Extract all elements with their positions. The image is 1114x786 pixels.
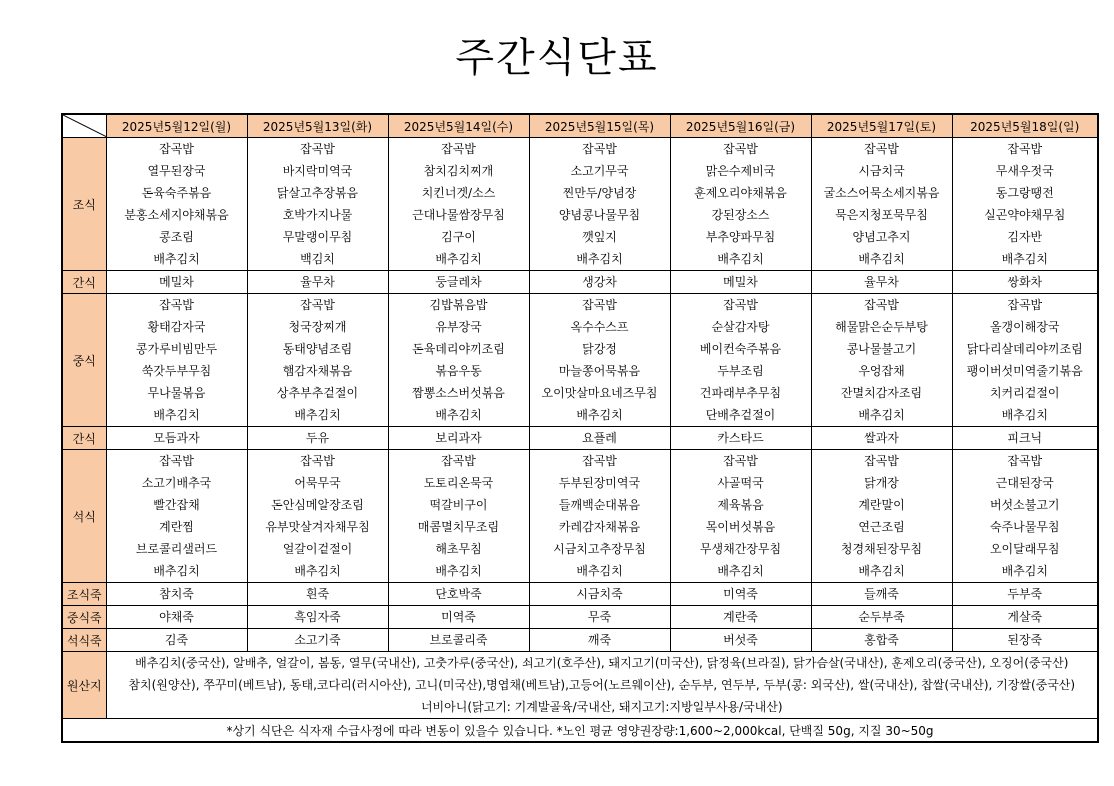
menu-cell [811, 606, 952, 629]
dish-item: 매콤멸치무조림 [417, 520, 500, 534]
menu-cell [529, 138, 670, 271]
menu-cell [388, 427, 529, 450]
dish-item: 잡곡밥 [582, 454, 617, 468]
menu-cell [670, 583, 811, 606]
dish-item: 돈육숙주볶음 [141, 186, 212, 200]
dish-item: 계란찜 [159, 520, 194, 534]
dish-item: 분홍소세지야채볶음 [124, 208, 229, 222]
dish-item: 열무된장국 [147, 164, 206, 178]
dish-item: 시금치고추장무침 [553, 542, 646, 556]
menu-cell [811, 450, 952, 583]
dish-item: 잡곡밥 [159, 298, 194, 312]
dish-item: 배추김치 [435, 408, 482, 422]
date-header: 2025년5월12일(월) [106, 114, 247, 138]
menu-cell [247, 294, 388, 427]
menu-cell [811, 294, 952, 427]
dish-item: 돈안심메알장조림 [271, 498, 364, 512]
menu-cell [529, 629, 670, 652]
dish-item: 배추김치 [717, 252, 764, 266]
menu-cell [670, 271, 811, 294]
menu-cell [529, 294, 670, 427]
dish-item: 율무차 [300, 275, 335, 289]
origin-row [62, 652, 1098, 719]
dish-item: 콩조림 [159, 230, 194, 244]
dish-item: 숙주나물무침 [989, 520, 1060, 534]
menu-cell [388, 450, 529, 583]
menu-cell [811, 138, 952, 271]
dish-item: 들깨백순대볶음 [558, 498, 641, 512]
menu-cell [106, 606, 247, 629]
dish-item: 배추김치 [294, 564, 341, 578]
dish-item: 카스타드 [717, 431, 764, 445]
menu-cell [952, 294, 1098, 427]
menu-cell [106, 294, 247, 427]
dish-item: 미역죽 [441, 610, 476, 624]
date-header: 2025년5월15일(목) [529, 114, 670, 138]
dish-item: 배추김치 [1001, 408, 1048, 422]
dish-item: 베이컨숙주볶음 [699, 342, 782, 356]
dish-item: 맑은수제비국 [705, 164, 776, 178]
dish-item: 두부죽 [1007, 587, 1043, 601]
dish-item: 브로콜리죽 [429, 633, 488, 647]
dish-item: 쑥갓두부무침 [141, 364, 212, 378]
dish-item: 깻잎지 [582, 230, 617, 244]
menu-cell [106, 450, 247, 583]
weekly-menu-table [61, 113, 1099, 743]
dish-item: 순두부죽 [858, 610, 905, 624]
meal-row [62, 583, 1098, 606]
dish-item: 닭개장 [864, 476, 899, 490]
dish-item: 닭살고추장볶음 [276, 186, 359, 200]
meal-label: 간식 [62, 427, 106, 450]
dish-item: 짬뽕소스버섯볶음 [412, 386, 505, 400]
meal-label: 석식죽 [62, 629, 106, 652]
dish-item: 두부된장미역국 [558, 476, 641, 490]
menu-cell [811, 583, 952, 606]
dish-item: 잡곡밥 [300, 298, 335, 312]
dish-item: 요플레 [582, 431, 617, 445]
meal-row [62, 450, 1098, 583]
menu-cell [529, 450, 670, 583]
menu-cell [247, 629, 388, 652]
dish-item: 메밀차 [159, 275, 194, 289]
dish-item: 피크닉 [1007, 431, 1043, 445]
menu-cell [247, 427, 388, 450]
dish-item: 배추김치 [1001, 564, 1048, 578]
dish-item: 콩가루비빔만두 [135, 342, 218, 356]
dish-item: 두유 [305, 431, 330, 445]
dish-item: 소고기배추국 [141, 476, 212, 490]
dish-item: 버섯소불고기 [989, 498, 1060, 512]
dish-item: 바지락미역국 [282, 164, 353, 178]
dish-item: 볶음우동 [435, 364, 482, 378]
meal-label: 조식죽 [62, 583, 106, 606]
origin-line: 참치(원양산), 쭈꾸미(베트남), 동태,코다리(러시아산), 고니(미국산),명엽채(베트남),고등어(노르웨이산), 순두부, 연두부, 두부(콩: 외국산), 쌀(국내산), 찹쌀(국내산), 기장쌀(중국산) [128, 678, 1076, 692]
dish-item: 찐만두/양념장 [562, 186, 637, 200]
meal-row [62, 138, 1098, 271]
corner-cell [62, 114, 106, 138]
dish-item: 잡곡밥 [1007, 142, 1043, 156]
menu-cell [106, 138, 247, 271]
dish-item: 배추김치 [153, 252, 200, 266]
dish-item: 강된장소스 [711, 208, 770, 222]
menu-cell [811, 427, 952, 450]
dish-item: 목이버섯볶음 [705, 520, 776, 534]
dish-item: 둥글레차 [435, 275, 482, 289]
dish-item: 얼갈이겉절이 [282, 542, 353, 556]
origin-text [106, 652, 1098, 719]
meal-label: 조식 [62, 138, 106, 271]
menu-cell [952, 271, 1098, 294]
dish-item: 잡곡밥 [864, 454, 899, 468]
dish-item: 연근조림 [858, 520, 905, 534]
menu-cell [952, 583, 1098, 606]
meal-label: 중식죽 [62, 606, 106, 629]
meal-row [62, 606, 1098, 629]
dish-item: 무생채간장무침 [699, 542, 782, 556]
dish-item: 야채죽 [159, 610, 194, 624]
dish-item: 닭강정 [582, 342, 617, 356]
dish-item: 근대된장국 [995, 476, 1054, 490]
dish-item: 카레감자채볶음 [558, 520, 641, 534]
dish-item: 건파래부추무침 [699, 386, 782, 400]
dish-item: 옥수수스프 [570, 320, 629, 334]
dish-item: 잡곡밥 [723, 454, 758, 468]
dish-item: 순살감자탕 [711, 320, 770, 334]
menu-cell [106, 427, 247, 450]
menu-cell [670, 138, 811, 271]
dish-item: 잡곡밥 [582, 298, 617, 312]
dish-item: 버섯죽 [723, 633, 758, 647]
dish-item: 오이달래무침 [989, 542, 1060, 556]
dish-item: 유부맛살겨자채무침 [265, 520, 370, 534]
menu-cell [247, 606, 388, 629]
menu-cell [529, 583, 670, 606]
dish-item: 해초무침 [435, 542, 482, 556]
dish-item: 홍합죽 [864, 633, 899, 647]
menu-cell [529, 271, 670, 294]
dish-item: 잔멸치감자조림 [840, 386, 923, 400]
menu-cell [529, 427, 670, 450]
dish-item: 잡곡밥 [159, 454, 194, 468]
dish-item: 유부장국 [435, 320, 482, 334]
menu-cell [952, 606, 1098, 629]
dish-item: 돈육데리야끼조림 [412, 342, 505, 356]
footnote: *상기 식단은 식자재 수급사정에 따라 변동이 있을수 있습니다. *노인 평균 영양권장량:1,600~2,000kcal, 단백질 50g, 지질 30~50g [62, 719, 1098, 743]
menu-cell [388, 583, 529, 606]
dish-item: 어묵무국 [294, 476, 341, 490]
dish-item: 무새우젓국 [995, 164, 1054, 178]
dish-item: 햄감자채볶음 [282, 364, 353, 378]
menu-cell [670, 294, 811, 427]
menu-cell [247, 271, 388, 294]
dish-item: 배추김치 [435, 564, 482, 578]
menu-cell [952, 138, 1098, 271]
dish-item: 사골떡국 [717, 476, 764, 490]
dish-item: 쌍화차 [1007, 275, 1043, 289]
menu-cell [106, 629, 247, 652]
diagonal-line [63, 115, 106, 137]
dish-item: 모듬과자 [153, 431, 200, 445]
menu-cell [952, 450, 1098, 583]
dish-item: 배추김치 [153, 408, 200, 422]
dish-item: 흰죽 [305, 587, 330, 601]
dish-item: 콩나물불고기 [846, 342, 917, 356]
menu-cell [106, 271, 247, 294]
dish-item: 잡곡밥 [864, 298, 899, 312]
dish-item: 훈제오리야채볶음 [694, 186, 787, 200]
dish-item: 미역죽 [723, 587, 758, 601]
dish-item: 도토리온묵국 [423, 476, 494, 490]
menu-cell [670, 427, 811, 450]
dish-item: 배추김치 [576, 408, 623, 422]
menu-cell [388, 271, 529, 294]
menu-cell [106, 583, 247, 606]
menu-cell [247, 138, 388, 271]
date-header: 2025년5월17일(토) [811, 114, 952, 138]
dish-item: 배추김치 [858, 408, 905, 422]
dish-item: 잡곡밥 [1007, 454, 1043, 468]
dish-item: 청국장찌개 [288, 320, 347, 334]
menu-cell [952, 427, 1098, 450]
dish-item: 부추양파무침 [705, 230, 776, 244]
dish-item: 근대나물쌈장무침 [412, 208, 505, 222]
meal-row [62, 271, 1098, 294]
menu-cell [811, 271, 952, 294]
dish-item: 깨죽 [587, 633, 612, 647]
dish-item: 단배추겉절이 [705, 408, 776, 422]
dish-item: 양념고추지 [852, 230, 911, 244]
menu-cell [388, 629, 529, 652]
dish-item: 흑임자죽 [294, 610, 341, 624]
dish-item: 양념콩나물무침 [558, 208, 641, 222]
dish-item: 마늘쫑어묵볶음 [558, 364, 641, 378]
dish-item: 참치죽 [159, 587, 194, 601]
dish-item: 닭다리살데리야끼조림 [966, 342, 1083, 356]
dish-item: 잡곡밥 [864, 142, 899, 156]
dish-item: 동태양념조림 [282, 342, 353, 356]
dish-item: 백김치 [300, 252, 335, 266]
dish-item: 잡곡밥 [441, 142, 476, 156]
dish-item: 올갱이해장국 [989, 320, 1060, 334]
date-header: 2025년5월16일(금) [670, 114, 811, 138]
dish-item: 계란죽 [723, 610, 758, 624]
dish-item: 팽이버섯미역줄기볶음 [966, 364, 1083, 378]
dish-item: 게살죽 [1007, 610, 1043, 624]
menu-cell [388, 138, 529, 271]
date-header: 2025년5월13일(화) [247, 114, 388, 138]
dish-item: 율무차 [864, 275, 899, 289]
dish-item: 우엉잡채 [858, 364, 905, 378]
dish-item: 묵은지청포묵무침 [835, 208, 928, 222]
menu-cell [247, 450, 388, 583]
dish-item: 배추김치 [435, 252, 482, 266]
dish-item: 황태감자국 [147, 320, 206, 334]
dish-item: 들깨죽 [864, 587, 899, 601]
dish-item: 호박가지나물 [282, 208, 353, 222]
dish-item: 굴소스어묵소세지볶음 [823, 186, 940, 200]
meal-label: 석식 [62, 450, 106, 583]
dish-item: 배추김치 [576, 252, 623, 266]
note-row [62, 719, 1098, 743]
meal-row [62, 294, 1098, 427]
origin-line: 배추김치(중국산), 알배추, 얼갈이, 봄동, 열무(국내산), 고춧가루(중국산), 쇠고기(호주산), 돼지고기(미국산), 닭정육(브라질), 닭가슴살(국내산), 훈제오리(중국산), 오징어(중국산) [135, 656, 1069, 670]
dish-item: 김구이 [441, 230, 476, 244]
dish-item: 빨간잡채 [153, 498, 200, 512]
dish-item: 소고기죽 [294, 633, 341, 647]
menu-cell [529, 606, 670, 629]
dish-item: 소고기무국 [570, 164, 629, 178]
dish-item: 김밥볶음밥 [429, 298, 488, 312]
dish-item: 잡곡밥 [300, 142, 335, 156]
dish-item: 배추김치 [717, 564, 764, 578]
menu-cell [670, 450, 811, 583]
dish-item: 떡갈비구이 [429, 498, 488, 512]
dish-item: 김자반 [1007, 230, 1043, 244]
dish-item: 보리과자 [435, 431, 482, 445]
dish-item: 잡곡밥 [723, 298, 758, 312]
dish-item: 무나물볶음 [147, 386, 206, 400]
dish-item: 잡곡밥 [1007, 298, 1043, 312]
dish-item: 잡곡밥 [441, 454, 476, 468]
dish-item: 계란말이 [858, 498, 905, 512]
meal-label: 중식 [62, 294, 106, 427]
dish-item: 잡곡밥 [159, 142, 194, 156]
dish-item: 배추김치 [153, 564, 200, 578]
dish-item: 메밀차 [723, 275, 758, 289]
dish-item: 무말랭이무침 [282, 230, 353, 244]
dish-item: 된장죽 [1007, 633, 1043, 647]
meal-row [62, 629, 1098, 652]
menu-cell [952, 629, 1098, 652]
origin-label: 원산지 [62, 652, 106, 719]
dish-item: 두부조림 [717, 364, 764, 378]
dish-item: 잡곡밥 [723, 142, 758, 156]
origin-line: 너비아니(닭고기: 기계발골육/국내산, 돼지고기:지방일부사용/국내산) [420, 700, 783, 714]
menu-cell [811, 629, 952, 652]
page-title: 주간식단표 [455, 35, 659, 81]
dish-item: 생강차 [582, 275, 617, 289]
dish-item: 청경채된장무침 [840, 542, 923, 556]
dish-item: 김죽 [164, 633, 189, 647]
dish-item: 잡곡밥 [300, 454, 335, 468]
dish-item: 실곤약야채무침 [984, 208, 1066, 222]
dish-item: 치커리겉절이 [989, 386, 1060, 400]
dish-item: 시금치죽 [576, 587, 623, 601]
date-header-row [62, 114, 1098, 138]
meal-row [62, 427, 1098, 450]
menu-cell [247, 583, 388, 606]
dish-item: 브로콜리샐러드 [135, 542, 218, 556]
dish-item: 해물맑은순두부탕 [835, 320, 928, 334]
menu-cell [670, 606, 811, 629]
dish-item: 배추김치 [858, 252, 905, 266]
dish-item: 시금치국 [858, 164, 905, 178]
dish-item: 참치김치찌개 [423, 164, 494, 178]
dish-item: 쌀과자 [864, 431, 899, 445]
dish-item: 제육볶음 [717, 498, 764, 512]
date-header: 2025년5월14일(수) [388, 114, 529, 138]
menu-cell [388, 294, 529, 427]
dish-item: 동그랑땡전 [995, 186, 1054, 200]
dish-item: 치킨너겟/소스 [421, 186, 496, 200]
dish-item: 무죽 [587, 610, 612, 624]
menu-cell [388, 606, 529, 629]
dish-item: 잡곡밥 [582, 142, 617, 156]
dish-item: 배추김치 [576, 564, 623, 578]
dish-item: 상추부추겉절이 [276, 386, 359, 400]
dish-item: 단호박죽 [435, 587, 482, 601]
date-header: 2025년5월18일(일) [952, 114, 1098, 138]
dish-item: 오이맛살마요네즈무침 [541, 386, 658, 400]
menu-cell [670, 629, 811, 652]
dish-item: 배추김치 [858, 564, 905, 578]
dish-item: 배추김치 [1001, 252, 1048, 266]
meal-label: 간식 [62, 271, 106, 294]
dish-item: 배추김치 [294, 408, 341, 422]
